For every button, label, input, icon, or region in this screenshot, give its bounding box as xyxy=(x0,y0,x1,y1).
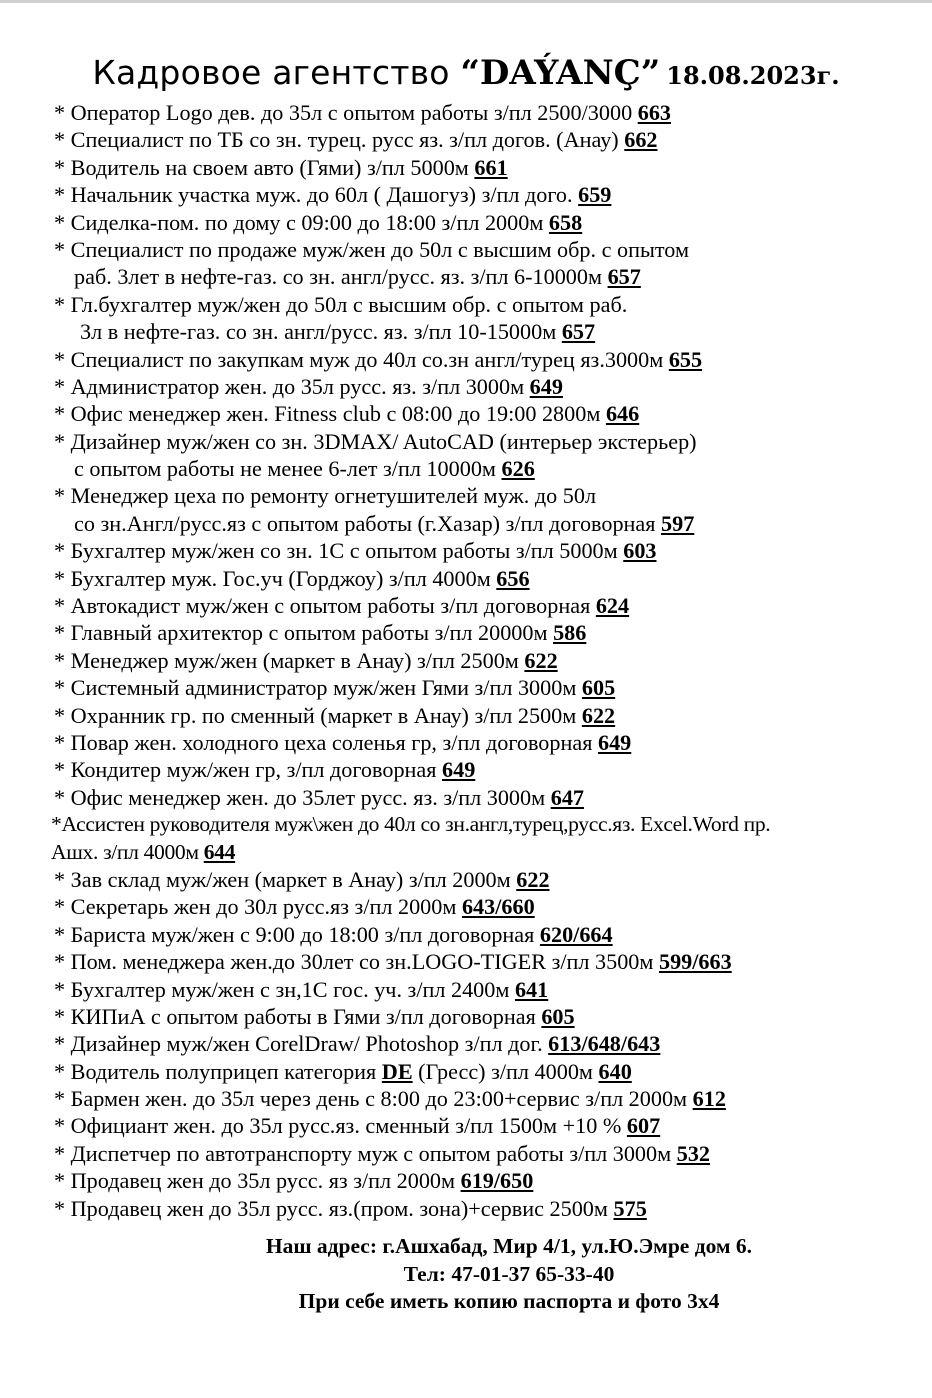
vacancy-code: 656 xyxy=(496,565,530,591)
vacancy-code: 655 xyxy=(668,346,703,372)
documents-note: При себе иметь копию паспорта и фото 3х4 xyxy=(298,1289,720,1313)
job-listing-line xyxy=(54,181,929,208)
job-description: * Бариста муж/жен с 9:00 до 18:00 з/пл договорная xyxy=(54,921,540,947)
job-listing-line xyxy=(54,99,929,126)
vacancy-code: 605 xyxy=(581,675,616,701)
job-description: * Кондитер муж/жен гр, з/пл договорная xyxy=(54,757,443,783)
job-description-continued: раб. 3лет в нефте-газ. со зн. англ/русс. яз. з/пл 6-10000м xyxy=(74,264,608,290)
job-listing-line xyxy=(54,346,929,373)
job-listing-line xyxy=(54,1030,929,1057)
job-description-tail: (Гресс) з/пл 4000м xyxy=(412,1058,599,1084)
job-description: * Системный администратор муж/жен Гями з/пл 3000м xyxy=(54,675,582,701)
job-listing-line xyxy=(54,236,929,263)
vacancy-code: 663 xyxy=(637,100,671,125)
job-listing-line xyxy=(54,674,929,701)
job-description: * Секретарь жен до 30л русс.яз з/пл 2000м xyxy=(54,894,462,920)
vacancy-code: 643/660 xyxy=(461,894,535,920)
phone-numbers: Тел: 47-01-37 65-33-40 xyxy=(403,1261,615,1286)
job-listing-line xyxy=(51,811,929,838)
job-listing-line xyxy=(54,1195,929,1222)
job-description: * Бухгалтер муж/жен с зн,1С гос. уч. з/пл 2400м xyxy=(54,976,515,1002)
vacancy-code: 622 xyxy=(581,702,616,728)
job-description: * Специалист по продаже муж/жен до 50л с высшим обр. с опытом xyxy=(54,236,689,262)
job-listing-line xyxy=(54,647,929,674)
job-listing-line xyxy=(54,1167,929,1194)
vacancy-code: 619/650 xyxy=(460,1168,534,1194)
vacancy-code: 657 xyxy=(607,264,641,290)
job-description: * Офис менеджер жен. Fitness club с 08:00 до 19:00 2800м xyxy=(54,401,606,427)
job-listing-line xyxy=(54,373,929,400)
vacancy-code: 612 xyxy=(692,1086,726,1112)
job-description: * Зав склад муж/жен (маркет в Анау) з/пл 2000м xyxy=(54,866,517,892)
job-description: * Автокадист муж/жен с опытом работы з/пл договорная xyxy=(54,593,596,619)
job-description-continued: 3л в нефте-газ. со зн. англ/русс. яз. з/пл 10-15000м xyxy=(80,319,562,345)
job-listing-line xyxy=(54,756,929,783)
job-description: * Водитель на своем авто (Гями) з/пл 5000м xyxy=(54,154,475,180)
vacancy-code: 622 xyxy=(516,866,550,892)
job-description: * Сиделка-пом. по дому с 09:00 до 18:00 з/пл 2000м xyxy=(54,209,549,235)
job-listing-line xyxy=(54,1058,929,1085)
job-listing-line xyxy=(54,154,929,181)
job-description: * Менеджер цеха по ремонту огнетушителей муж. до 50л xyxy=(54,483,597,509)
job-listing-line xyxy=(54,1085,929,1112)
job-description: * Водитель полуприцеп категория xyxy=(54,1058,382,1084)
vacancy-code: 647 xyxy=(550,784,584,810)
job-description: * Бухгалтер муж/жен со зн. 1С с опытом работы з/пл 5000м xyxy=(54,538,624,564)
agency-title: Кадровое агентство xyxy=(92,53,461,92)
job-description-continued: с опытом работы не менее 6-лет з/пл 10000м xyxy=(74,456,502,482)
job-listing-line xyxy=(54,592,929,619)
vacancy-code: 607 xyxy=(626,1113,661,1139)
job-description: * Дизайнер муж/жен со зн. 3DMAX/ AutoCAD (интерьер экстерьер) xyxy=(54,428,697,454)
job-description: * Повар жен. холодного цеха соленья гр, з/пл договорная xyxy=(54,729,598,755)
office-address: Наш адрес: г.Ашхабад, Мир 4/1, ул.Ю.Эмре дом 6. xyxy=(265,1234,753,1258)
job-listing-line xyxy=(54,1112,929,1139)
job-description: * Главный архитектор с опытом работы з/пл 20000м xyxy=(54,620,554,646)
job-description: *Ассистен руководителя муж\жен до 40л со зн.англ,турец,русс.яз. Excel.Word пр. xyxy=(51,812,771,837)
job-description: * Дизайнер муж/жен CorelDraw/ Photoshop з/пл дог. xyxy=(54,1031,549,1057)
vacancy-code: 662 xyxy=(624,127,658,153)
footer xyxy=(86,1233,932,1316)
job-listing-continuation xyxy=(51,839,929,866)
job-listing-line xyxy=(54,893,929,920)
vacancy-code: 622 xyxy=(524,647,558,673)
job-listing-line xyxy=(54,428,929,455)
job-listing-line xyxy=(54,291,929,318)
vacancy-code: 599/663 xyxy=(658,949,732,975)
bulletin-date: 18.08.2023г. xyxy=(666,61,840,90)
vacancy-code: 659 xyxy=(578,182,612,208)
vacancy-code: 649 xyxy=(597,729,632,755)
job-description: * Диспетчер по автотранспорту муж с опытом работы з/пл 3000м xyxy=(54,1140,677,1166)
job-description: * Офис менеджер жен. до 35лет русс. яз. з/пл 3000м xyxy=(54,784,551,810)
job-listing-line xyxy=(54,784,929,811)
vacancy-code: 649 xyxy=(442,757,476,783)
job-listing-line xyxy=(54,619,929,646)
job-listing-line xyxy=(54,921,929,948)
vacancy-code: 646 xyxy=(605,401,640,427)
job-listing-line xyxy=(54,702,929,729)
job-listing-line xyxy=(54,866,929,893)
vacancy-code: 626 xyxy=(501,456,535,482)
job-listing-line xyxy=(54,126,929,153)
vacancy-code: 624 xyxy=(595,593,630,619)
job-description: * Официант жен. до 35л русс.яз. сменный з/пл 1500м +10 % xyxy=(54,1113,627,1139)
job-listing-line xyxy=(54,209,929,236)
top-edge-bar xyxy=(0,0,932,22)
license-category: DE xyxy=(381,1058,413,1084)
job-listing-line xyxy=(54,948,929,975)
job-listing-continuation xyxy=(54,510,929,537)
job-listing-line xyxy=(54,482,929,509)
job-listing-line xyxy=(54,1140,929,1167)
job-description-continued: со зн.Англ/русс.яз с опытом работы (г.Хазар) з/пл договорная xyxy=(74,510,662,536)
vacancy-code: 613/648/643 xyxy=(548,1031,661,1057)
vacancy-code: 658 xyxy=(548,209,583,235)
job-listing-continuation xyxy=(54,263,929,290)
vacancy-code: 649 xyxy=(529,373,563,399)
job-description: * Начальник участка муж. до 60л ( Дашогуз) з/пл дого. xyxy=(54,182,579,208)
job-list xyxy=(51,99,929,1222)
job-description: * Специалист по закупкам муж до 40л со.зн англ/турец яз.3000м xyxy=(54,346,669,372)
vacancy-code: 586 xyxy=(553,620,587,646)
job-description: * Менеджер муж/жен (маркет в Анау) з/пл 2500м xyxy=(54,647,525,673)
job-listing-line xyxy=(54,1003,929,1030)
job-description-continued: Ашх. з/пл 4000м xyxy=(51,839,204,864)
vacancy-code: 657 xyxy=(561,319,596,345)
job-listing-continuation xyxy=(54,455,929,482)
vacancy-code: 644 xyxy=(203,839,236,864)
vacancy-code: 641 xyxy=(514,976,549,1002)
job-description: * Специалист по ТБ со зн. турец. русс яз. з/пл догов. (Анау) xyxy=(54,127,625,153)
job-description: * Продавец жен до 35л русс. яз з/пл 2000м xyxy=(54,1168,461,1194)
job-listing-continuation xyxy=(54,318,929,345)
job-listing-line xyxy=(54,729,929,756)
job-listing-line xyxy=(54,400,929,427)
vacancy-code: 597 xyxy=(661,510,695,536)
vacancy-code: 661 xyxy=(474,154,508,180)
vacancy-code: 640 xyxy=(598,1058,632,1084)
vacancy-code: 532 xyxy=(676,1140,710,1166)
job-listing-line xyxy=(54,565,929,592)
job-listing-line xyxy=(54,537,929,564)
job-description: * Администратор жен. до 35л русс. яз. з/пл 3000м xyxy=(54,373,530,399)
job-description: * КИПиА с опытом работы в Гями з/пл договорная xyxy=(54,1003,542,1029)
job-description: * Пом. менеджера жен.до 30лет со зн.LOGO-TIGER з/пл 3500м xyxy=(54,949,659,975)
job-description: * Бармен жен. до 35л через день с 8:00 до 23:00+сервис з/пл 2000м xyxy=(54,1086,693,1112)
job-description: * Оператор Logo дев. до 35л с опытом работы з/пл 2500/3000 xyxy=(54,100,638,125)
vacancy-code: 605 xyxy=(541,1003,575,1029)
vacancy-code: 603 xyxy=(623,538,657,564)
vacancy-code: 620/664 xyxy=(539,921,613,947)
job-listing-line xyxy=(54,976,929,1003)
job-description: * Продавец жен до 35л русс. яз.(пром. зона)+сервис 2500м xyxy=(54,1195,614,1221)
agency-brand: “DAÝANÇ” xyxy=(460,53,661,93)
vacancy-code: 575 xyxy=(613,1195,647,1221)
page-title xyxy=(0,44,932,102)
job-description: * Гл.бухгалтер муж/жен до 50л с высшим обр. с опытом раб. xyxy=(54,291,628,317)
job-description: * Бухгалтер муж. Гос.уч (Горджоу) з/пл 4000м xyxy=(54,565,497,591)
job-description: * Охранник гр. по сменный (маркет в Анау) з/пл 2500м xyxy=(54,702,582,728)
